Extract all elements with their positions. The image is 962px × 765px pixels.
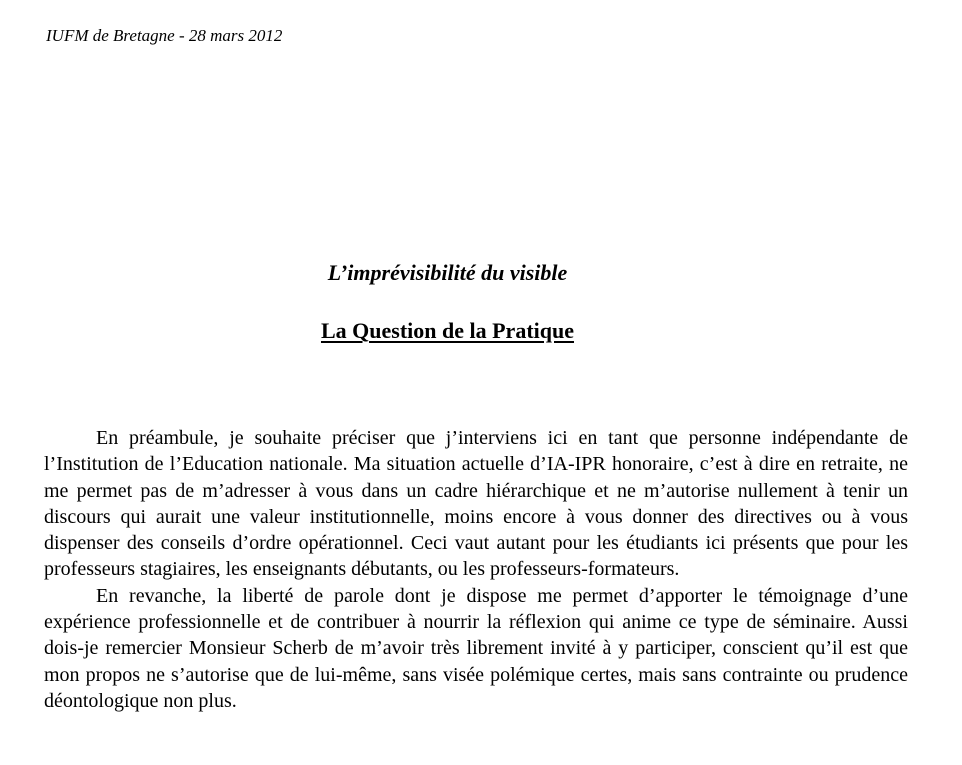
paragraph-preambule: En préambule, je souhaite préciser que j’interviens ici en tant que personne indépendante de l’Institution de l’Education nationale. Ma situation actuelle d’IA-IPR honoraire, c’est à dire en retraite, ne me permet pas de m’adresser à vous dans un cadre hiérarchique et ne m’autorise nullement à tenir un discours qui aurait une valeur institutionnelle, moins encore à vous donner des directives ou à vous dispenser des conseils d’ordre opérationnel. Ceci vaut autant pour les étudiants ici présents que pour les professeurs stagiaires, les enseignants débutants, ou les professeurs-formateurs. — [44, 427, 908, 581]
document-subtitle: La Question de la Pratique — [320, 318, 574, 343]
paragraph-revanche: En revanche, la liberté de parole dont je dispose me permet d’apporter le témoignage d’une expérience professionnelle et de contribuer à nourrir la réflexion qui anime ce type de séminaire. Aussi dois-je remercier Monsieur Scherb de m’avoir très librement invité à y participer, conscient qu’il est que mon propos ne s’autorise que de lui-même, sans visée polémique certes, mais sans contrainte ou prudence déontologique non plus. — [44, 584, 908, 712]
document-header: IUFM de Bretagne - 28 mars 2012 — [46, 26, 283, 45]
document-title: L’imprévisibilité du visible — [327, 260, 568, 285]
document-body — [44, 425, 908, 714]
